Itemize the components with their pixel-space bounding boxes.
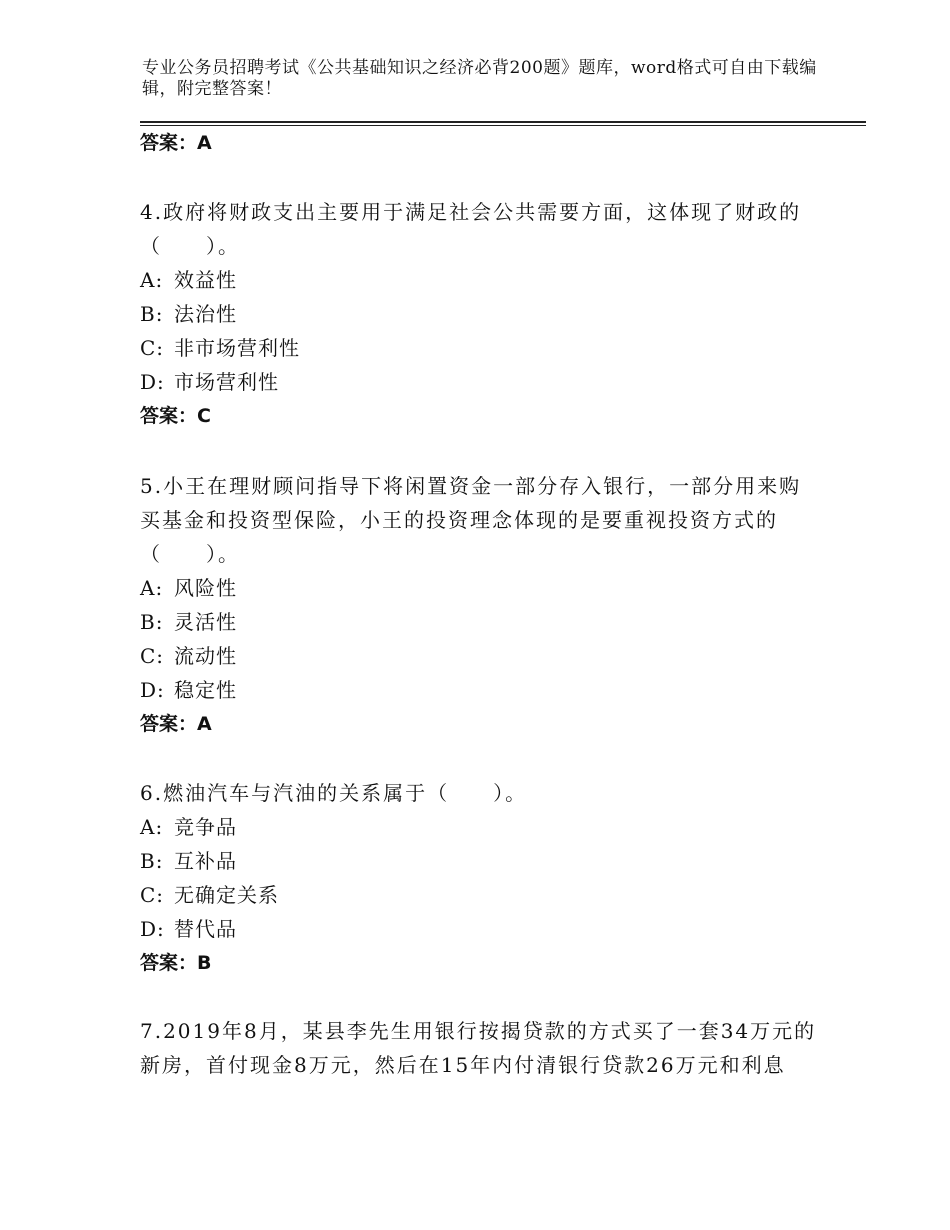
option-b	[140, 844, 820, 878]
option-text: 非市场营利性	[174, 336, 300, 360]
document-header: 专业公务员招聘考试《公共基础知识之经济必背200题》题库，word格式可自由下载编辑，附完整答案！	[142, 58, 817, 99]
option-a	[140, 263, 820, 297]
option-letter: C:	[140, 883, 165, 907]
option-letter: D:	[140, 917, 165, 941]
option-letter: B:	[140, 849, 164, 873]
question-5	[140, 469, 820, 741]
option-letter: A:	[140, 815, 164, 839]
option-text: 互补品	[174, 849, 237, 873]
option-b	[140, 605, 820, 639]
option-d	[140, 912, 820, 946]
option-letter: A:	[140, 268, 164, 292]
option-d	[140, 365, 820, 399]
header-divider	[140, 121, 866, 123]
question-stem: 6.燃油汽车与汽油的关系属于（ ）。	[140, 781, 528, 805]
option-a	[140, 810, 820, 844]
answer: 答案：B	[140, 952, 212, 974]
question-7	[140, 1014, 820, 1082]
option-a	[140, 571, 820, 605]
question-stem: 5.小王在理财顾问指导下将闲置资金一部分存入银行，一部分用来购买基金和投资型保险，小王的投资理念体现的是要重视投资方式的（ ）。	[140, 474, 802, 566]
previous-answer: 答案：A	[140, 132, 212, 154]
option-letter: C:	[140, 644, 165, 668]
answer: 答案：C	[140, 405, 211, 427]
option-text: 法治性	[174, 302, 237, 326]
option-b	[140, 297, 820, 331]
option-letter: C:	[140, 336, 165, 360]
option-text: 稳定性	[174, 678, 237, 702]
option-letter: D:	[140, 678, 165, 702]
option-text: 流动性	[174, 644, 237, 668]
question-4	[140, 195, 820, 433]
option-text: 市场营利性	[174, 370, 279, 394]
option-letter: B:	[140, 610, 164, 634]
option-c	[140, 878, 820, 912]
option-text: 灵活性	[174, 610, 237, 634]
answer: 答案：A	[140, 713, 212, 735]
question-6	[140, 776, 820, 980]
option-text: 风险性	[174, 576, 237, 600]
option-text: 无确定关系	[174, 883, 279, 907]
option-text: 替代品	[174, 917, 237, 941]
option-c	[140, 331, 820, 365]
option-text: 效益性	[174, 268, 237, 292]
option-letter: A:	[140, 576, 164, 600]
question-stem: 4.政府将财政支出主要用于满足社会公共需要方面，这体现了财政的（ ）。	[140, 200, 802, 258]
option-text: 竞争品	[174, 815, 237, 839]
option-d	[140, 673, 820, 707]
option-c	[140, 639, 820, 673]
question-stem: 7.2019年8月，某县李先生用银行按揭贷款的方式买了一套34万元的新房，首付现金8万元，然后在15年内付清银行贷款26万元和利息	[140, 1019, 817, 1077]
option-letter: D:	[140, 370, 165, 394]
option-letter: B:	[140, 302, 164, 326]
